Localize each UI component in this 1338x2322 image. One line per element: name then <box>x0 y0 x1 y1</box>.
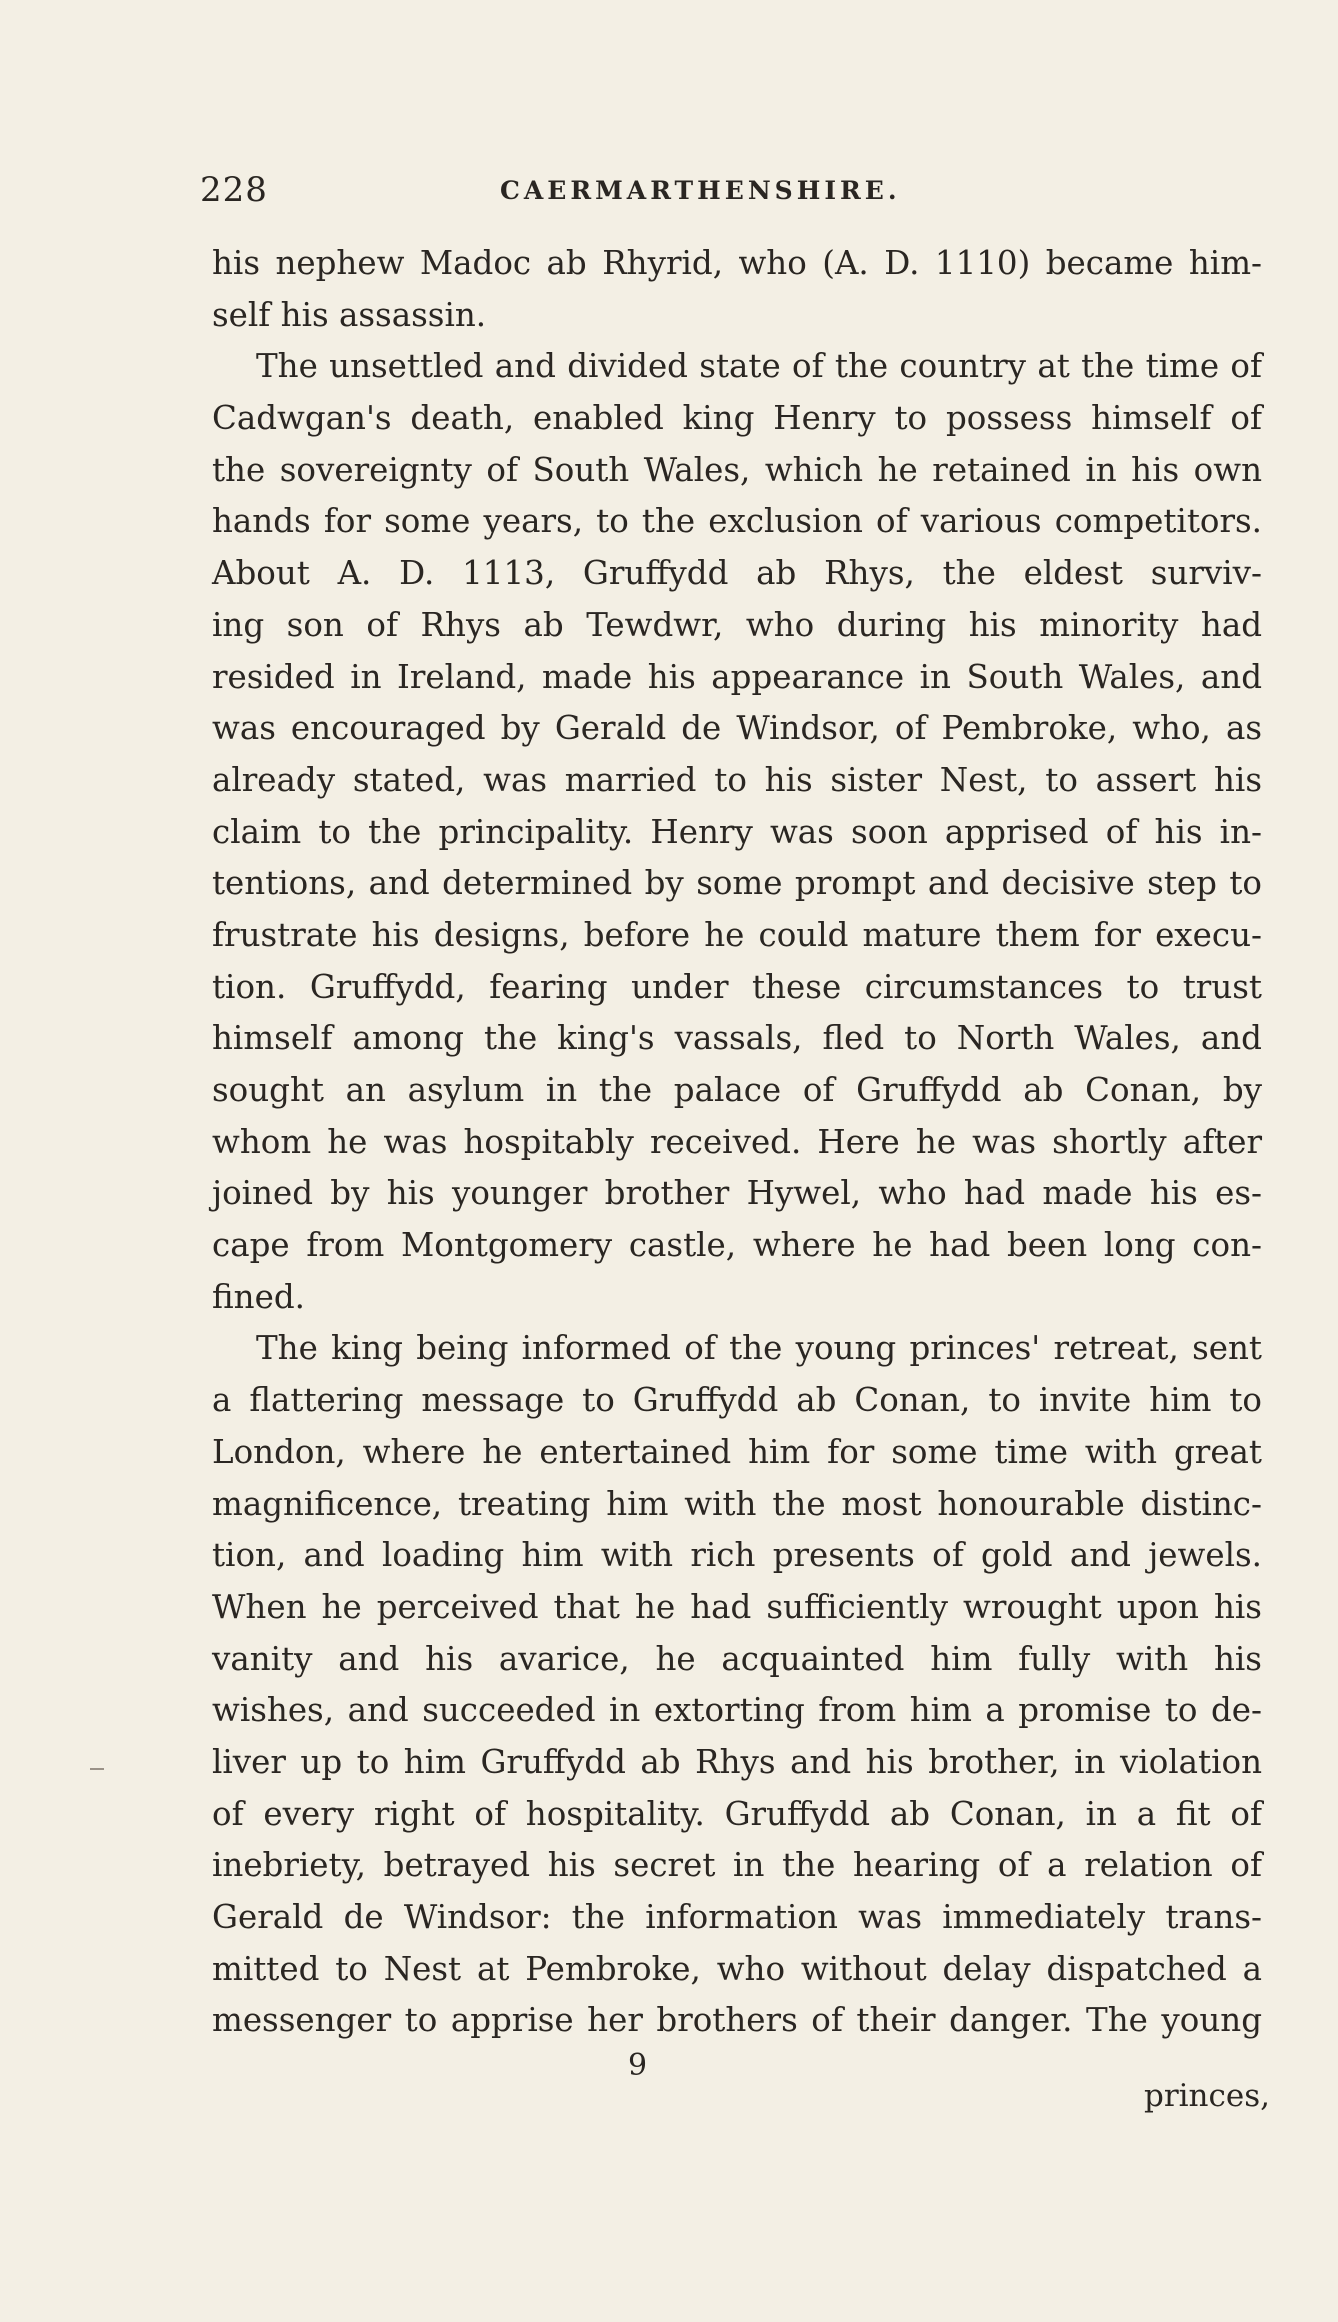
text-line: claim to the principality. Henry was soon apprised of his in- <box>212 812 1262 851</box>
text-line: of every right of hospitality. Gruffydd ab Conan, in a fit of <box>212 1794 1262 1833</box>
text-line: wishes, and succeeded in extorting from him a promise to de- <box>212 1691 1262 1730</box>
text-line: London, where he entertained him for some time with great <box>212 1432 1262 1471</box>
text-line: The unsettled and divided state of the country at the time of <box>256 347 1262 386</box>
text-line: tion. Gruffydd, fearing under these circumstances to trust <box>212 967 1262 1006</box>
text-line: cape from Montgomery castle, where he had been long con- <box>212 1226 1262 1265</box>
text-line: The king being informed of the young princes' retreat, sent <box>256 1329 1262 1368</box>
text-line: resided in Ireland, made his appearance in South Wales, and <box>212 657 1262 696</box>
text-line: tentions, and determined by some prompt and decisive step to <box>212 864 1262 903</box>
text-line: already stated, was married to his sister Nest, to assert his <box>212 760 1262 799</box>
page-footer <box>200 2048 1270 2118</box>
catchword: princes, <box>1143 2078 1270 2114</box>
body-text <box>212 238 1262 2047</box>
text-line: sought an asylum in the palace of Gruffydd ab Conan, by <box>212 1071 1262 1109</box>
signature-mark: 9 <box>628 2048 648 2083</box>
text-line: frustrate his designs, before he could mature them for execu- <box>212 915 1262 954</box>
margin-mark <box>90 1768 104 1770</box>
text-line: inebriety, betrayed his secret in the hearing of a relation of <box>212 1846 1262 1885</box>
running-head: CAERMARTHENSHIRE. <box>500 176 901 205</box>
text-line: whom he was hospitably received. Here he was shortly after <box>212 1122 1262 1161</box>
text-line: liver up to him Gruffydd ab Rhys and his brother, in violation <box>212 1742 1262 1781</box>
text-line: his nephew Madoc ab Rhyrid, who (A. D. 1110) became him- <box>212 244 1262 282</box>
text-line: messenger to apprise her brothers of their danger. The young <box>212 2001 1262 2040</box>
text-line: the sovereignty of South Wales, which he retained in his own <box>212 450 1262 489</box>
text-line: hands for some years, to the exclusion of various competitors. <box>212 502 1262 541</box>
text-line: Gerald de Windsor: the information was immediately trans- <box>212 1898 1262 1936</box>
text-line: was encouraged by Gerald de Windsor, of Pembroke, who, as <box>212 709 1262 748</box>
text-line: tion, and loading him with rich presents of gold and jewels. <box>212 1536 1262 1575</box>
text-line: Cadwgan's death, enabled king Henry to possess himself of <box>212 399 1262 438</box>
text-line: mitted to Nest at Pembroke, who without delay dispatched a <box>212 1949 1262 1988</box>
text-line: fined. <box>212 1277 305 1316</box>
text-line: self his assassin. <box>212 295 487 334</box>
page-number: 228 <box>200 170 268 210</box>
text-line: magnificence, treating him with the most honourable distinc- <box>212 1484 1262 1523</box>
text-line: vanity and his avarice, he acquainted him fully with his <box>212 1639 1262 1678</box>
text-line: himself among the king's vassals, fled to North Wales, and <box>212 1019 1262 1058</box>
page-header <box>200 162 1270 222</box>
text-line: a flattering message to Gruffydd ab Conan, to invite him to <box>212 1381 1262 1420</box>
text-line: When he perceived that he had sufficiently wrought upon his <box>212 1587 1262 1626</box>
text-line: About A. D. 1113, Gruffydd ab Rhys, the eldest surviv- <box>212 554 1262 593</box>
text-line: joined by his younger brother Hywel, who had made his es- <box>212 1174 1262 1213</box>
text-line: ing son of Rhys ab Tewdwr, who during his minority had <box>212 605 1262 644</box>
